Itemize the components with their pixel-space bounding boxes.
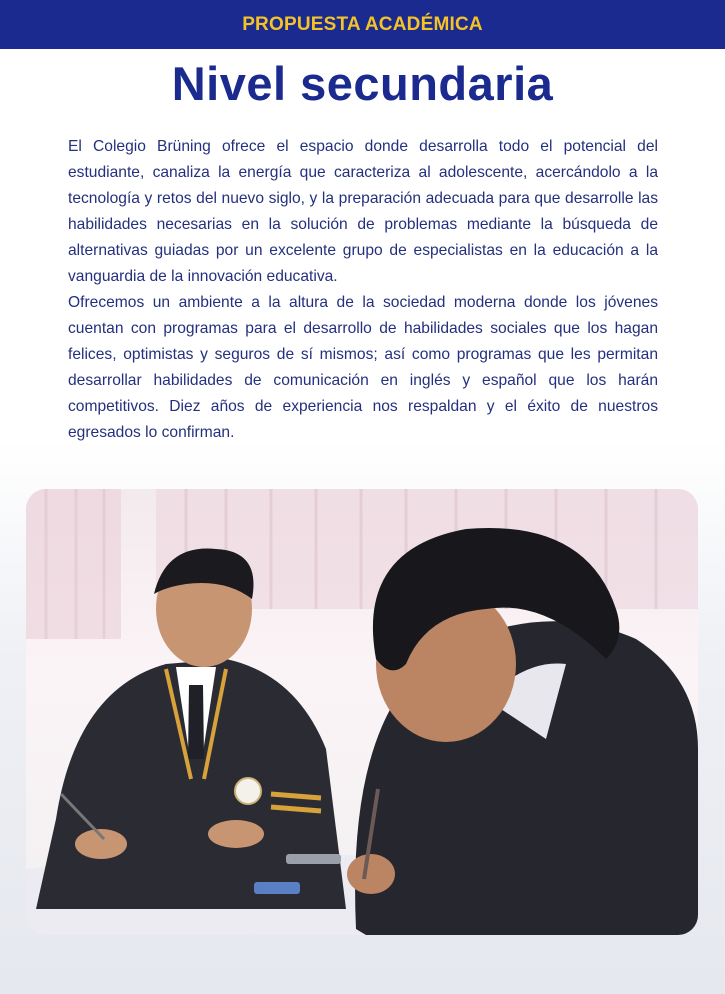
page-title: Nivel secundaria: [171, 57, 554, 110]
description-paragraph-2: Ofrecemos un ambiente a la altura de la sociedad moderna donde los jóvenes cuentan con programas para el desarrollo de habilidades sociales que los hagan felices, optimistas y seguros de sí mismos; así como programas que les permitan desarrollar habilidades de comunicación en inglés y español que los harán competitivos. Diez años de experiencia nos respaldan y el éxito de nuestros egresados lo confirman.: [68, 294, 658, 441]
description-paragraph-1: El Colegio Brüning ofrece el espacio donde desarrolla todo el potencial del estudiante, canaliza la energía que caracteriza al adolescente, acercándolo a la tecnología y retos del nuevo siglo, y la preparación adecuada para que desarrolle las habilidades necesarias en la solución de problemas mediante la búsqueda de alternativas guiadas por un excelente grupo de especialistas en la educación a la vanguardia de la innovación educativa.: [68, 138, 658, 285]
students-illustration: [26, 489, 698, 935]
section-header-label: PROPUESTA ACADÉMICA: [242, 13, 483, 35]
description-text: [68, 134, 658, 446]
students-photo: [26, 489, 698, 935]
section-header-band: [0, 0, 725, 49]
